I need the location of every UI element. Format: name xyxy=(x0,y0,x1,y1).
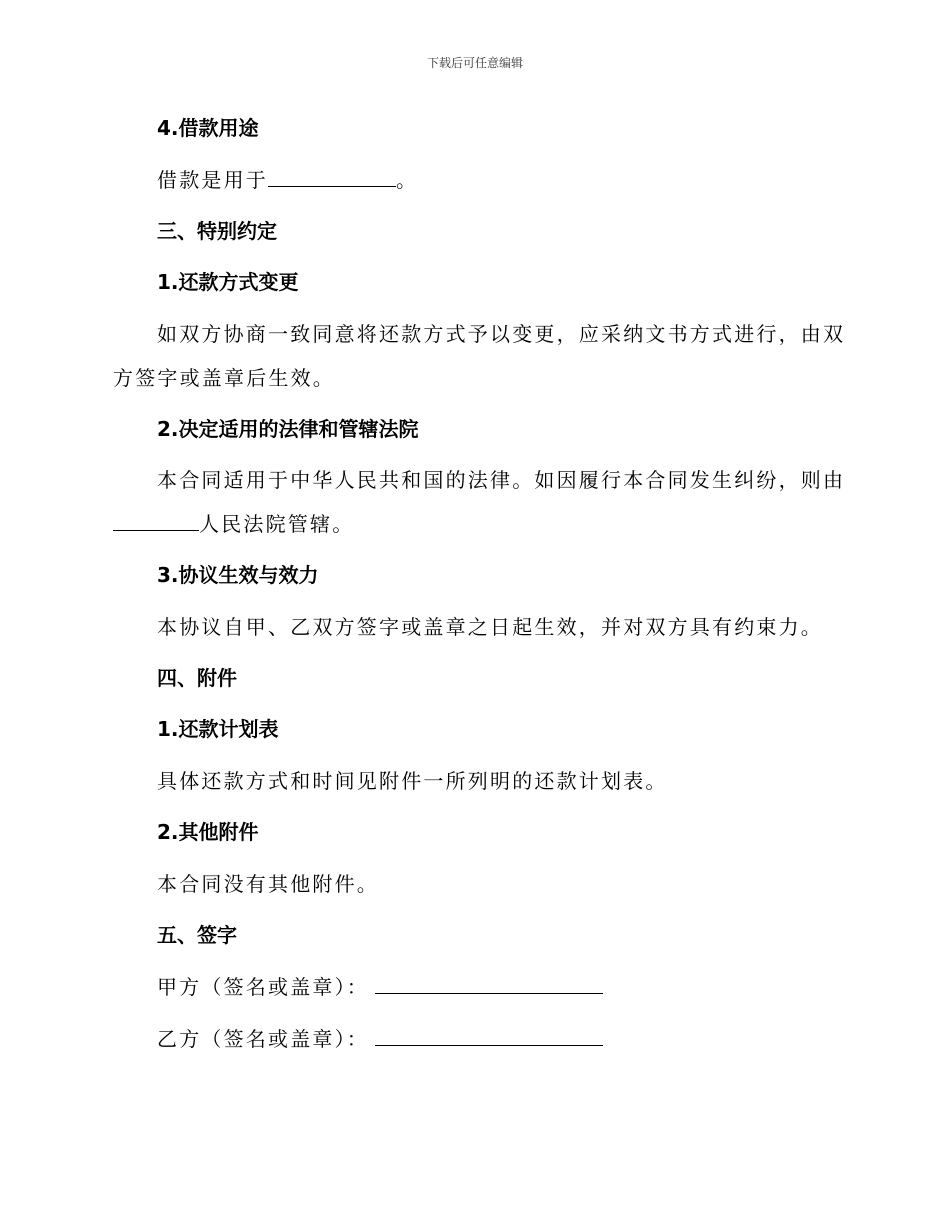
heading-law-court: 2.决定适用的法律和管辖法院 xyxy=(157,417,419,441)
party-a-signature-blank[interactable] xyxy=(375,973,603,994)
party-a-signature-line xyxy=(157,973,603,1001)
party-b-signature-line xyxy=(157,1025,603,1053)
other-attachments-line: 本合同没有其他附件。 xyxy=(157,872,379,896)
heading-attachments: 四、附件 xyxy=(157,666,237,690)
law-court-line-1: 本合同适用于中华人民共和国的法律。如因履行本合同发生纠纷，则由 xyxy=(157,468,846,492)
party-b-signature-blank[interactable] xyxy=(375,1025,603,1046)
heading-repayment-schedule: 1.还款计划表 xyxy=(157,717,279,741)
court-name-blank[interactable] xyxy=(113,510,199,531)
party-a-label: 甲方（签名或盖章）： xyxy=(157,975,369,999)
repayment-schedule-line: 具体还款方式和时间见附件一所列明的还款计划表。 xyxy=(157,769,668,793)
party-b-label: 乙方（签名或盖章）： xyxy=(157,1027,369,1051)
heading-signatures: 五、签字 xyxy=(157,923,237,947)
loan-purpose-line xyxy=(157,166,418,194)
heading-loan-purpose: 4.借款用途 xyxy=(157,116,259,140)
repayment-change-line-2: 方签字或盖章后生效。 xyxy=(113,366,335,390)
loan-purpose-text: 借款是用于 xyxy=(157,168,268,192)
loan-purpose-end: 。 xyxy=(396,168,419,192)
loan-purpose-blank[interactable] xyxy=(268,166,396,187)
heading-repayment-change: 1.还款方式变更 xyxy=(157,270,299,294)
heading-special-terms: 三、特别约定 xyxy=(157,219,277,243)
header-note: 下载后可任意编辑 xyxy=(426,56,523,70)
law-court-line-2 xyxy=(113,510,354,538)
heading-other-attachments: 2.其他附件 xyxy=(157,820,259,844)
law-court-line-2-text: 人民法院管辖。 xyxy=(199,512,355,536)
agreement-effect-line-1: 本协议自甲、乙双方签字或盖章之日起生效，并对双方具有约束力。 xyxy=(157,615,823,639)
repayment-change-line-1: 如双方协商一致同意将还款方式予以变更，应采纳文书方式进行，由双 xyxy=(157,322,846,346)
heading-agreement-effect: 3.协议生效与效力 xyxy=(157,563,319,587)
